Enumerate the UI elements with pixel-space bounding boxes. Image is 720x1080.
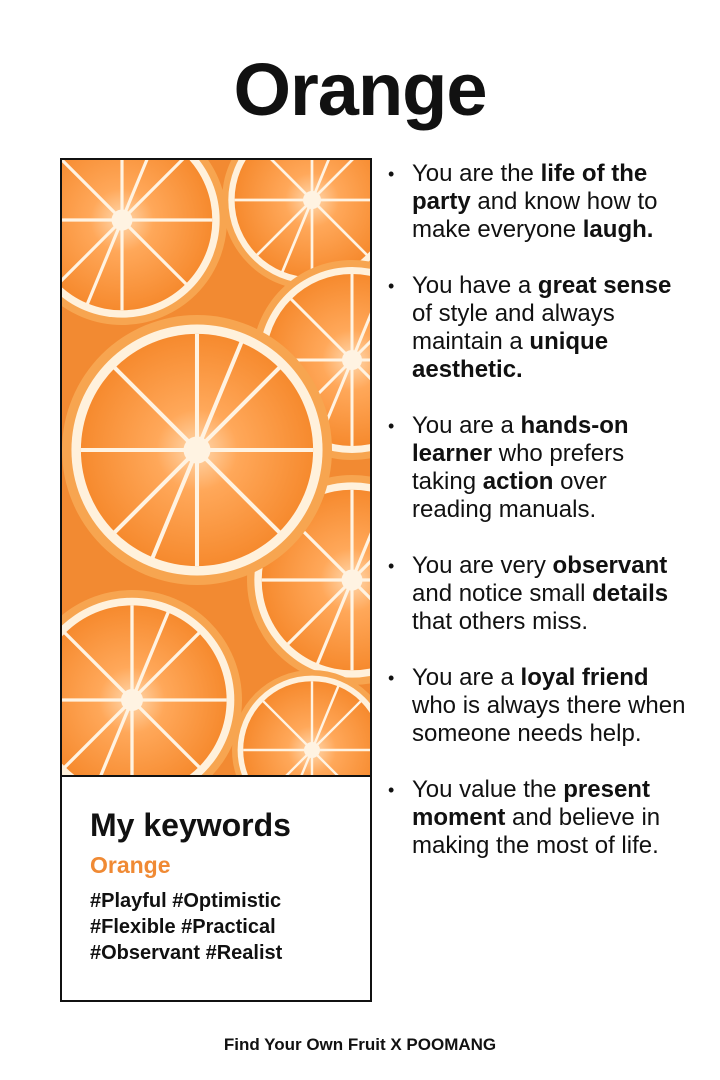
trait-item [386, 552, 686, 636]
trait-emphasis: hands-on learner [412, 412, 629, 467]
trait-text: You value the [412, 776, 564, 803]
trait-emphasis: action [482, 468, 554, 495]
page-title: Orange [233, 48, 487, 131]
trait-text: You are a [412, 664, 521, 691]
trait-emphasis: great sense [537, 272, 672, 299]
trait-item [386, 160, 686, 244]
trait-item [386, 272, 686, 384]
trait-text: You are the [412, 160, 541, 187]
trait-text: You have a [412, 272, 538, 299]
trait-emphasis: loyal friend [520, 664, 649, 691]
trait-text: and notice small [412, 580, 593, 607]
trait-text: and know how to make everyone [412, 188, 658, 243]
trait-text: who prefers taking [412, 440, 625, 495]
trait-text: and believe in making the most of life. [412, 804, 661, 859]
keyword-tags [90, 888, 360, 966]
keyword-tag-line: #Playful #Optimistic [90, 890, 282, 912]
keyword-tag-line: #Flexible #Practical [90, 916, 276, 938]
keyword-tag-line: #Observant #Realist [90, 942, 283, 964]
trait-list [386, 160, 686, 888]
trait-text: of style and always maintain a [412, 300, 615, 355]
orange-slices-illustration [62, 160, 370, 775]
trait-emphasis: observant [552, 552, 668, 579]
trait-emphasis: life of the party [412, 160, 648, 215]
footer-credit: Find Your Own Fruit X POOMANG [223, 1035, 497, 1054]
orange-slices-photo [62, 160, 370, 775]
keyword-card [60, 158, 372, 1002]
trait-text: that others miss. [412, 608, 589, 635]
trait-text: You are very [412, 552, 553, 579]
trait-text: who is always there when someone needs help. [412, 692, 686, 747]
keywords-heading: My keywords [90, 807, 291, 843]
trait-text: over reading manuals. [412, 468, 607, 523]
trait-emphasis: unique aesthetic. [412, 328, 609, 383]
trait-emphasis: present moment [412, 776, 650, 831]
trait-emphasis: laugh. [582, 216, 654, 243]
trait-text: You are a [412, 412, 521, 439]
trait-emphasis: details [592, 580, 669, 607]
trait-item [386, 412, 686, 524]
keywords-fruit-name: Orange [90, 852, 171, 878]
card-divider [62, 775, 370, 777]
trait-item [386, 776, 686, 860]
trait-item [386, 664, 686, 748]
